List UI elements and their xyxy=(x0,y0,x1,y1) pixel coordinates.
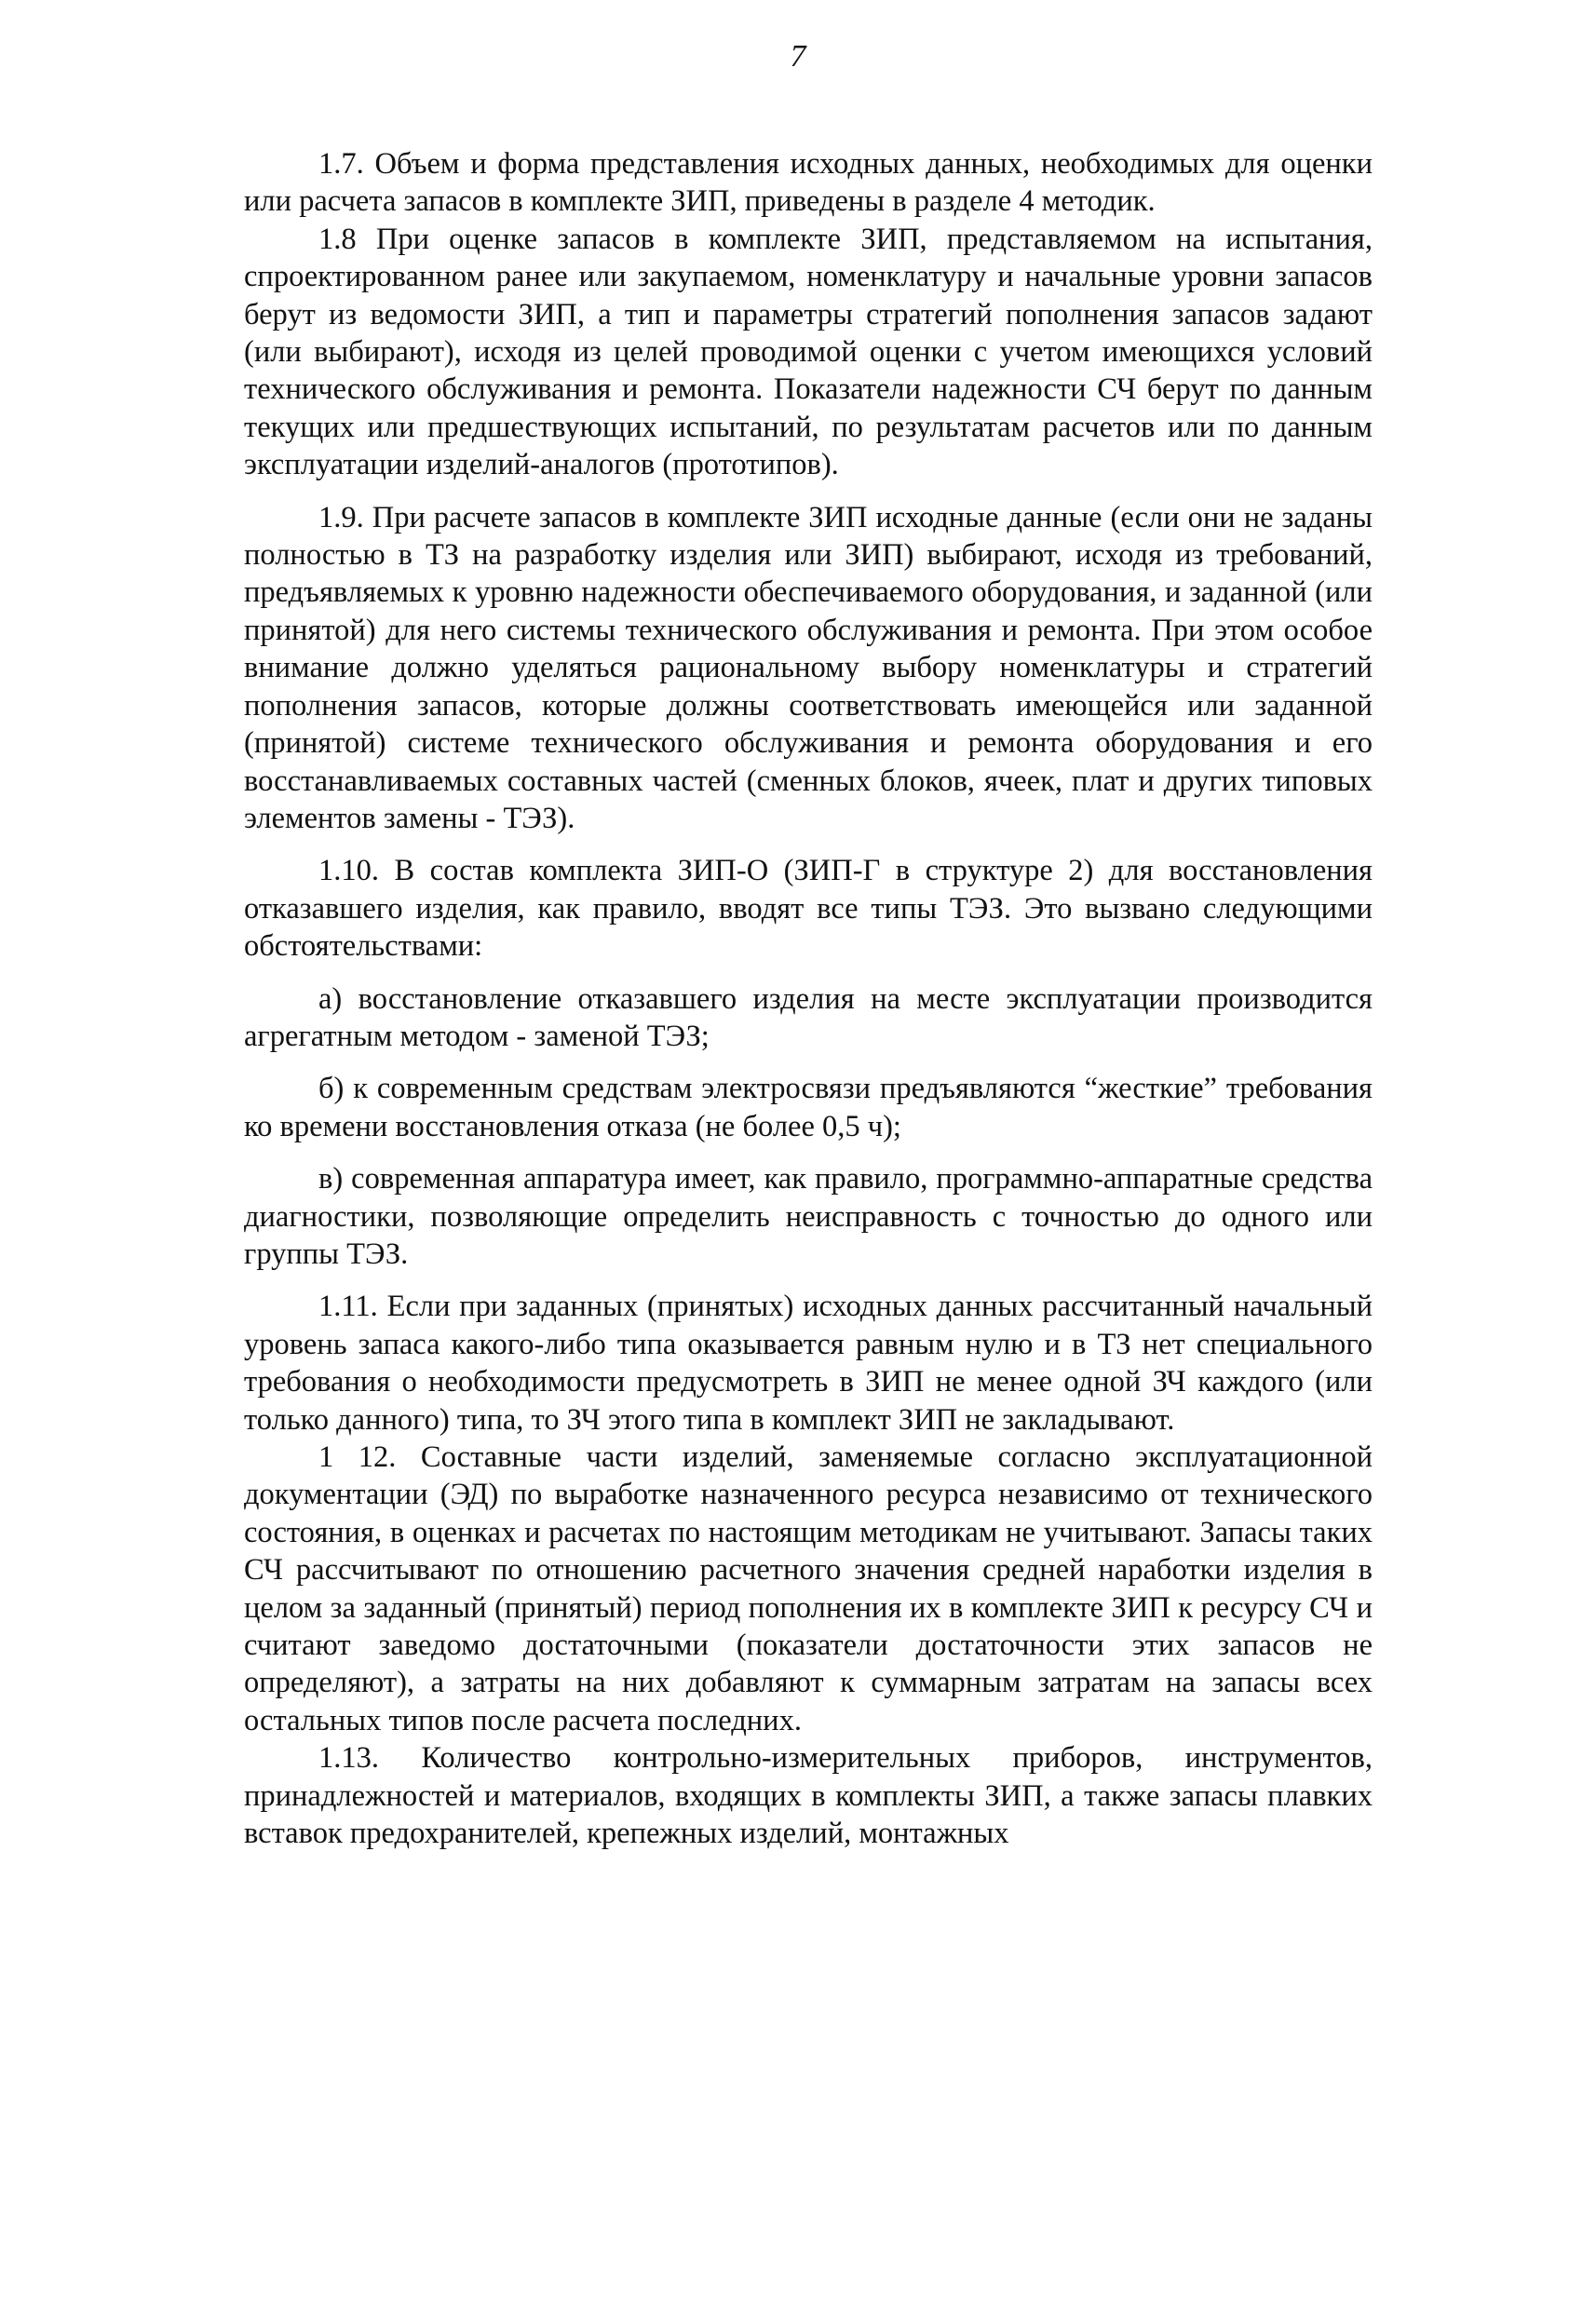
list-item-v: в) современная аппаратура имеет, как правило, программно-аппаратные средства диагностики, позволяющие определить неисправность с точностью до одного или группы ТЭЗ. xyxy=(244,1162,1373,1271)
page-number: 7 xyxy=(790,39,806,74)
paragraph-1-7: 1.7. Объем и форма представления исходных данных, необходимых для оценки или расчета запасов в комплекте ЗИП, приведены в разделе 4 методик. xyxy=(244,147,1373,219)
paragraph-1-10: 1.10. В состав комплекта ЗИП-О (ЗИП-Г в структуре 2) для восстановления отказавшего изделия, как правило, вводят все типы ТЭЗ. Это вызвано следующими обстоятельствами: xyxy=(244,854,1373,964)
list-item-b: б) к современным средствам электросвязи предъявляются “жесткие” требования ко времени восстановления отказа (не более 0,5 ч); xyxy=(244,1072,1373,1143)
paragraph-1-12: 1 12. Составные части изделий, заменяемые согласно эксплуатационной документации (ЭД) по выработке назначенного ресурса независимо от технического состояния, в оценках и расчетах по настоящим методикам не учитывают. Запасы таких СЧ рассчитывают по отношению расчетного значения средней наработки изделия в целом за заданный (принятый) период пополнения их в комплекте ЗИП к ресурсу СЧ и считают заведомо достаточными (показатели достаточности этих запасов не определяют), а затраты на них добавляют к суммарным затратам на запасы всех остальных типов после расчета последних. xyxy=(244,1440,1373,1737)
paragraph-1-8: 1.8 При оценке запасов в комплекте ЗИП, представляемом на испытания, спроектированном ранее или закупаемом, номенклатуру и начальные уровни запасов берут из ведомости ЗИП, а тип и параметры стратегий пополнения запасов задают (или выбирают), исходя из целей проводимой оценки с учетом имеющихся условий технического обслуживания и ремонта. Показатели надежности СЧ берут по данным текущих или предшествующих испытаний, по результатам расчетов или по данным эксплуатации изделий-аналогов (прототипов). xyxy=(244,222,1373,482)
paragraph-1-13: 1.13. Количество контрольно-измерительных приборов, инструментов, принадлежностей и материалов, входящих в комплекты ЗИП, а также запасы плавких вставок предохранителей, крепежных изделий, монтажных xyxy=(244,1741,1373,1851)
paragraph-1-11: 1.11. Если при заданных (принятых) исходных данных рассчитанный начальный уровень запаса какого-либо типа оказывается равным нулю и в ТЗ нет специального требования о необходимости предусмотреть в ЗИП не менее одной ЗЧ каждого (или только данного) типа, то ЗЧ этого типа в комплект ЗИП не закладывают. xyxy=(244,1290,1373,1437)
list-item-a: а) восстановление отказавшего изделия на месте эксплуатации производится агрегатным методом - заменой ТЭЗ; xyxy=(244,981,1373,1053)
document-body xyxy=(244,145,1373,1852)
paragraph-1-9: 1.9. При расчете запасов в комплекте ЗИП исходные данные (если они не заданы полностью в ТЗ на разработку изделия или ЗИП) выбирают, исходя из требований, предъявляемых к уровню надежности обеспечиваемого оборудования, и заданной (или принятой) для него системы технического обслуживания и ремонта. При этом особое внимание должно уделяться рациональному выбору номенклатуры и стратегий пополнения запасов, которые должны соответствовать имеющейся или заданной (принятой) системе технического обслуживания и ремонта оборудования и его восстанавливаемых составных частей (сменных блоков, ячеек, плат и других типовых элементов замены - ТЭЗ). xyxy=(244,500,1373,835)
